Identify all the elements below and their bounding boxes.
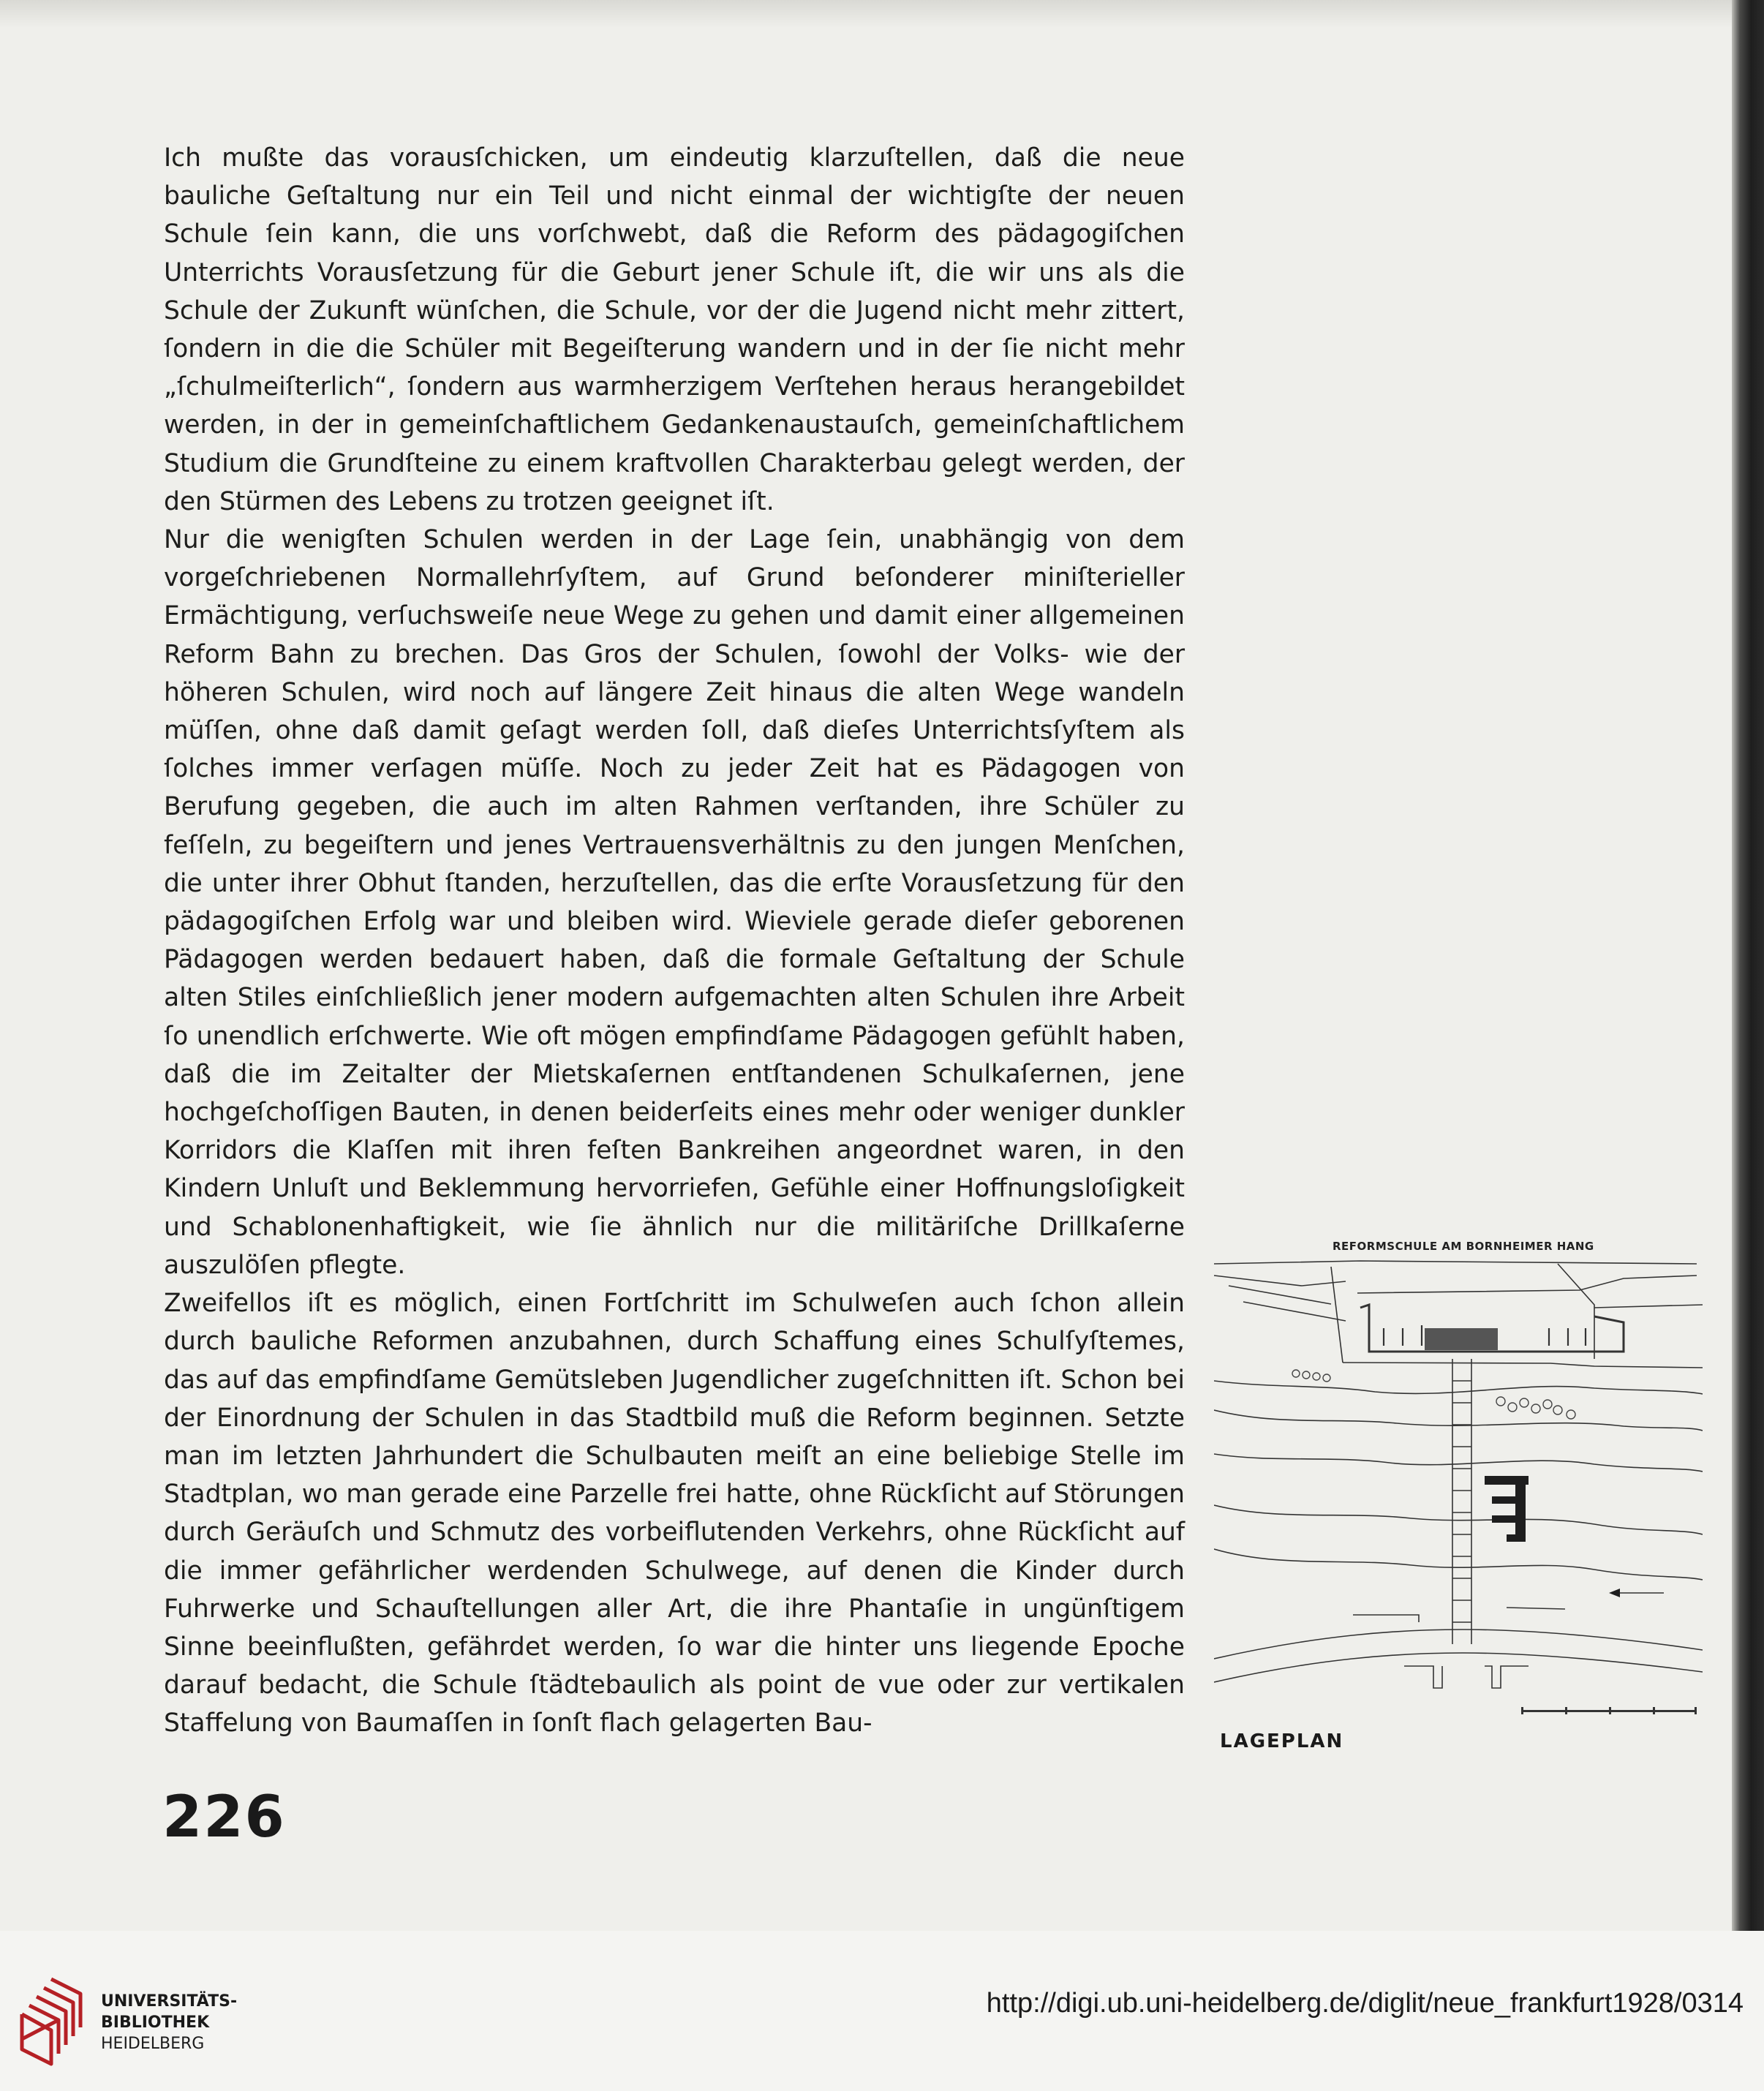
library-name-line-3: HEIDELBERG xyxy=(101,2035,205,2053)
library-name-line-2: BIBLIOTHEK xyxy=(101,2013,210,2032)
document-url-link[interactable]: http://digi.ub.uni-heidelberg.de/diglit/neue_frankfurt1928/0314 xyxy=(986,1988,1744,2019)
university-library-logo-icon xyxy=(16,1973,89,2068)
book-edge xyxy=(1732,0,1764,1931)
library-name xyxy=(101,1991,237,2054)
paragraph-2: Nur die wenigſten Schulen werden in der Lage ſein, unabhängig von dem vorgeſchriebenen Normallehrſyſtem, auf Grund beſonderer miniſterieller Ermächtigung, verſuchsweiſe neue Wege zu gehen und damit einer allgemeinen Reform Bahn zu brechen. Das Gros der Schulen, ſowohl der Volks- wie der höheren Schulen, wird noch auf längere Zeit hinaus die alten Wege wandeln müſſen, ohne daß damit geſagt werden ſoll, daß dieſes Unterrichtsſyſtem als ſolches immer verſagen müſſe. Noch zu jeder Zeit hat es Pädagogen von Berufung gegeben, die auch im alten Rahmen verſtanden, ihre Schüler zu feſſeln, zu begeiſtern und jenes Vertrauensverhältnis zu den jungen Menſchen, die unter ihrer Obhut ſtanden, herzuſtellen, das die erſte Vorausſetzung für den pädagogiſchen Erfolg war und bleiben wird. Wieviele gerade dieſer geborenen Pädagogen werden bedauert haben, daß die formale Geſtaltung der Schule alten Stiles einſchließlich jener modern aufgemachten alten Schulen ihre Arbeit ſo unendlich erſchwerte. Wie oft mögen empfindſame Pädagogen gefühlt haben, daß die im Zeitalter der Mietskaſernen entſtandenen Schulkaſernen, jene hochgeſchoſſigen Bauten, in denen beiderſeits eines mehr oder weniger dunkler Korridors die Klaſſen mit ihren feſten Bankreihen angeordnet waren, in den Kindern Unluſt und Beklemmung hervorriefen, Gefühle einer Hoffnungsloſigkeit und Schablonenhaftigkeit, wie ſie ähnlich nur die militäriſche Drillkaſerne auszulöſen pflegte. xyxy=(164,525,1185,1280)
plan-title: REFORMSCHULE AM BORNHEIMER HANG xyxy=(1333,1240,1594,1253)
page-shadow xyxy=(0,0,1738,28)
paragraph-1: Ich mußte das vorausſchicken, um eindeutig klarzuſtellen, daß die neue bauliche Geſtaltung nur ein Teil und nicht einmal der wichtigſte der neuen Schule ſein kann, die uns vorſchwebt, daß die Reform des pädagogiſchen Unterrichts Vorausſetzung für die Geburt jener Schule iſt, die wir uns als die Schule der Zukunft wünſchen, die Schule, vor der die Jugend nicht mehr zittert, ſondern in die die Schüler mit Begeiſterung wandern und in der ſie nicht mehr „ſchulmeiſterlich“, ſondern aus warmherzigem Verſtehen heraus herangebildet werden, in der in gemeinſchaftlichem Gedankenaustauſch, gemeinſchaftlichem Studium die Grundſteine zu einem kraftvollen Charakterbau gelegt werden, der den Stürmen des Lebens zu trotzen geeignet iſt. xyxy=(164,143,1185,516)
plan-caption: LAGEPLAN xyxy=(1220,1730,1344,1752)
site-plan-drawing xyxy=(1214,1235,1703,1725)
library-name-line-1: UNIVERSITÄTS- xyxy=(101,1992,238,2011)
paragraph-3: Zweifellos iſt es möglich, einen Fortſchritt im Schulweſen auch ſchon allein durch bauliche Reformen anzubahnen, durch Schaffung eines Schulſyſtemes, das auf das empfindſame Gemütsleben Jugendlicher zugeſchnitten iſt. Schon bei der Einordnung der Schulen in das Stadtbild muß die Reform beginnen. Setzte man im letzten Jahrhundert die Schulbauten meiſt an eine beliebige Stelle im Stadtplan, wo man gerade eine Parzelle frei hatte, ohne Rückſicht auf Störungen durch Geräuſch und Schmutz des vorbeiflutenden Verkehrs, ohne Rückſicht auf die immer gefährlicher werdenden Schulwege, auf denen die Kinder durch Fuhrwerke und Schauſtellungen aller Art, die ihre Phantaſie in ungünſtigem Sinne beeinflußten, gefährdet werden, ſo war die hinter uns liegende Epoche darauf bedacht, die Schule ſtädtebaulich als point de vue oder zur vertikalen Staffelung von Baumaſſen in ſonſt flach gelagerten Bau- xyxy=(164,1289,1185,1738)
page-number: 226 xyxy=(162,1785,286,1850)
body-text xyxy=(164,139,1185,1743)
